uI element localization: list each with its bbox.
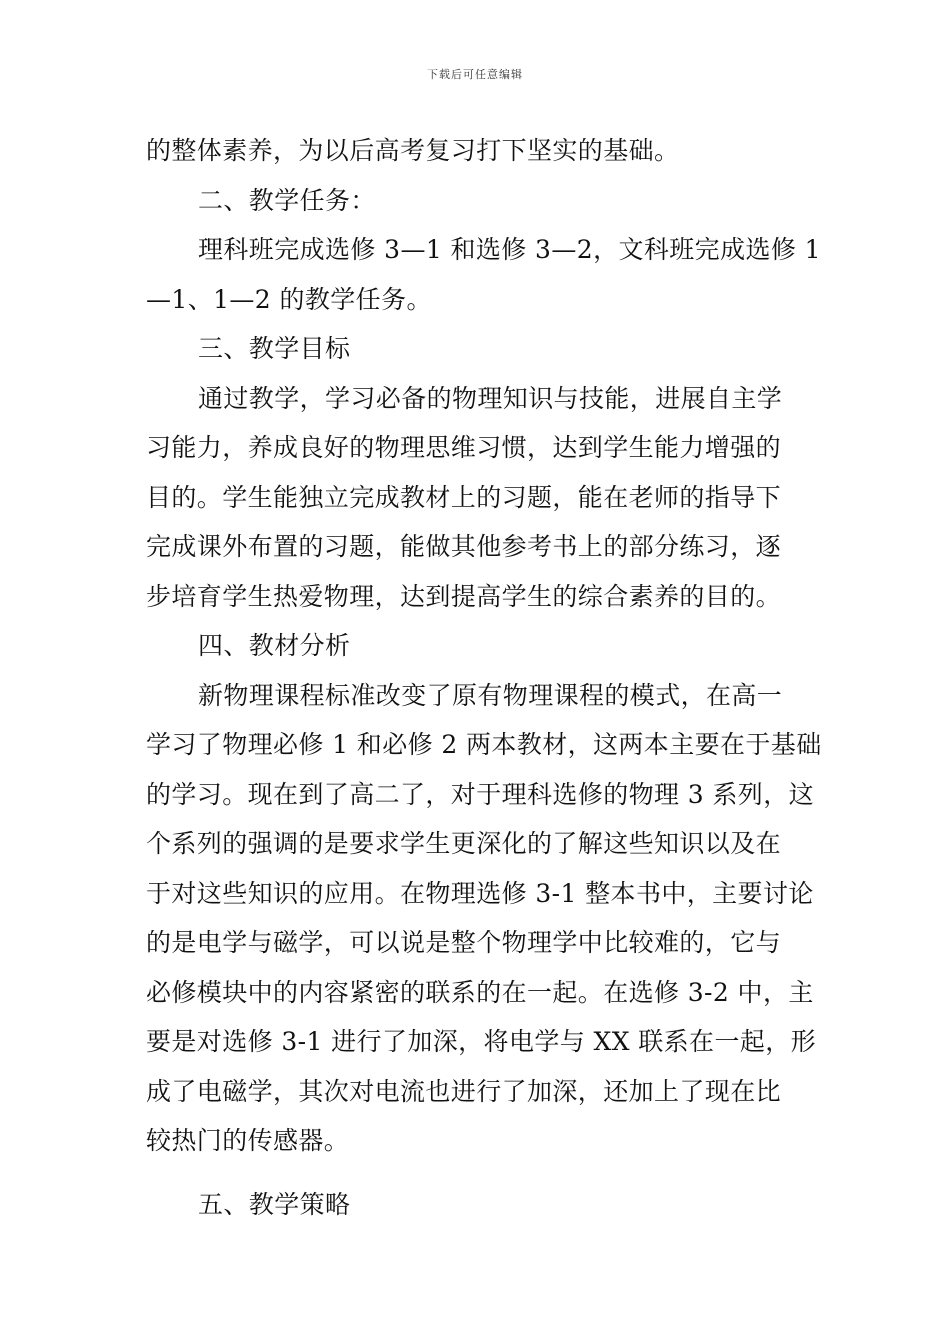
body-line: 理科班完成选修 3—1 和选修 3—2，文科班完成选修 1	[198, 235, 821, 264]
body-line: 较热门的传感器。	[146, 1126, 350, 1155]
body-line: 目的。学生能独立完成教材上的习题，能在老师的指导下	[146, 482, 782, 512]
body-line: 新物理课程标准改变了原有物理课程的模式，在高一	[198, 680, 783, 710]
body-line: 个系列的强调的是要求学生更深化的了解这些知识以及在	[146, 829, 782, 858]
body-line: 通过教学，学习必备的物理知识与技能，进展自主学	[198, 383, 783, 413]
section-heading-goals: 三、教学目标	[198, 334, 351, 363]
body-line: 步培育学生热爱物理，达到提高学生的综合素养的目的。	[146, 581, 782, 611]
section-heading-strategy: 五、教学策略	[198, 1189, 351, 1219]
body-line: 要是对选修 3-1 进行了加深，将电学与 XX 联系在一起，形	[146, 1027, 817, 1056]
body-line: 必修模块中的内容紧密的联系的在一起。在选修 3-2 中，主	[146, 977, 814, 1007]
body-line: 的整体素养，为以后高考复习打下坚实的基础。	[146, 136, 680, 165]
body-line: 习能力，养成良好的物理思维习惯，达到学生能力增强的	[146, 433, 782, 462]
body-line: 学习了物理必修 1 和必修 2 两本教材，这两本主要在于基础	[146, 730, 822, 759]
body-line: 的是电学与磁学，可以说是整个物理学中比较难的，它与	[146, 928, 782, 957]
body-line: 成了电磁学，其次对电流也进行了加深，还加上了现在比	[146, 1076, 782, 1106]
document-body	[146, 126, 822, 1229]
body-line: 完成课外布置的习题，能做其他参考书上的部分练习，逐	[146, 532, 782, 561]
body-line: 的学习。现在到了高二了，对于理科选修的物理 3 系列，这	[146, 779, 815, 809]
body-line: —1、1—2 的教学任务。	[146, 284, 432, 314]
paragraph-gap	[146, 1166, 808, 1180]
section-heading-tasks: 二、教学任务：	[198, 185, 376, 215]
body-line: 于对这些知识的应用。在物理选修 3-1 整本书中，主要讨论	[146, 878, 814, 908]
header-note: 下载后可任意编辑	[427, 68, 523, 81]
section-heading-analysis: 四、教材分析	[198, 631, 351, 660]
